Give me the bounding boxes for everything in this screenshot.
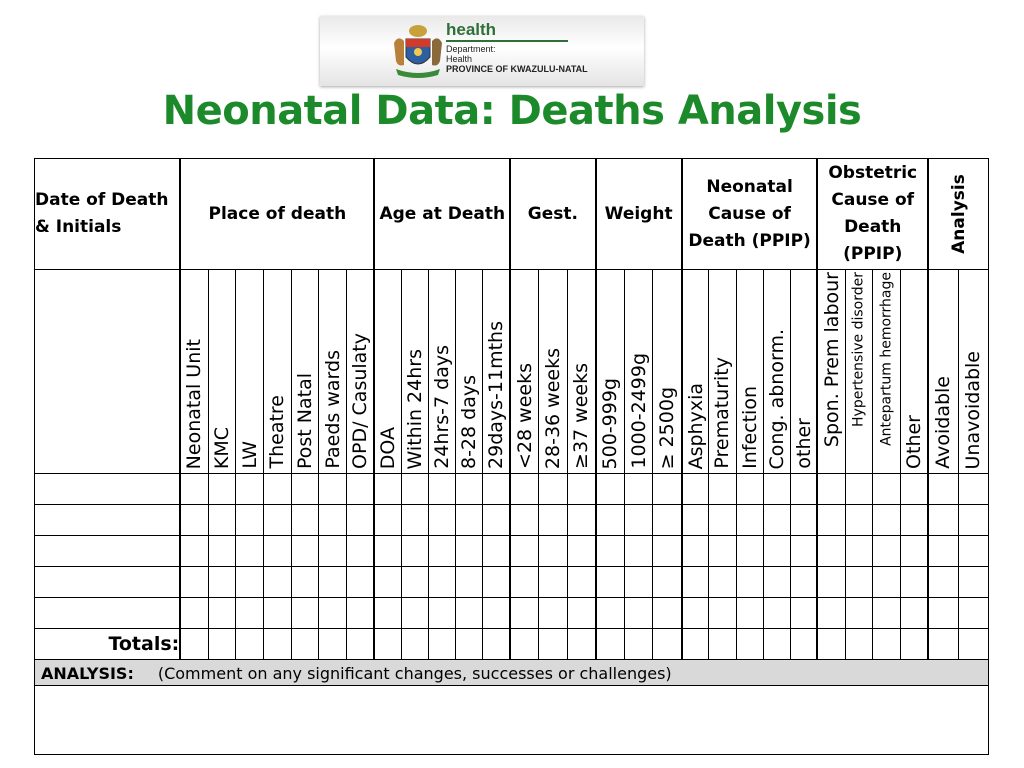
entry-cell[interactable] (291, 536, 319, 567)
entry-cell[interactable] (596, 505, 625, 536)
analysis-label: ANALYSIS: (41, 663, 134, 683)
entry-cell[interactable] (263, 536, 291, 567)
entry-cell[interactable] (845, 536, 873, 567)
entry-cell[interactable] (928, 505, 958, 536)
entry-cell[interactable] (456, 474, 483, 505)
entry-cell[interactable] (539, 474, 567, 505)
totals-cell[interactable] (873, 629, 901, 660)
entry-cell[interactable] (567, 536, 595, 567)
entry-cell[interactable] (736, 598, 763, 629)
entry-cell[interactable] (208, 505, 236, 536)
totals-cell[interactable] (624, 629, 653, 660)
totals-cell[interactable] (263, 629, 291, 660)
entry-cell[interactable] (624, 474, 653, 505)
analysis-row (35, 660, 989, 686)
entry-cell[interactable] (624, 505, 653, 536)
sub-gest-under-28wks: <28 weeks (513, 363, 536, 469)
totals-cell[interactable] (429, 629, 456, 660)
entry-row (35, 598, 989, 629)
entry-cell[interactable] (873, 536, 901, 567)
entry-cell[interactable] (790, 474, 817, 505)
header-place-of-death: Place of death (180, 159, 374, 270)
header-analysis-cell (928, 159, 988, 270)
entry-cell[interactable] (845, 598, 873, 629)
sub-cause-prematurity: Prematurity (711, 357, 734, 469)
entry-cell[interactable] (763, 536, 790, 567)
entry-cell[interactable] (456, 505, 483, 536)
entry-cell[interactable] (402, 505, 429, 536)
entry-cell[interactable] (429, 567, 456, 598)
sub-gest-37plus-wks: ≥37 weeks (570, 363, 593, 469)
entry-cell[interactable] (402, 474, 429, 505)
totals-cell[interactable] (928, 629, 958, 660)
subheader-blank (35, 270, 181, 474)
entry-cell[interactable] (817, 505, 845, 536)
entry-cell[interactable] (900, 598, 928, 629)
page-title: Neonatal Data: Deaths Analysis (162, 88, 862, 134)
header-obstetric-cause: Obstetric Cause of Death (PPIP) (817, 159, 928, 270)
sub-place-theatre: Theatre (266, 395, 289, 469)
entry-cell[interactable] (208, 598, 236, 629)
entry-cell[interactable] (236, 567, 264, 598)
entry-cell[interactable] (539, 598, 567, 629)
header-row-groups (35, 159, 989, 270)
sub-cause-infection: Infection (738, 386, 761, 469)
analysis-comment-box[interactable] (35, 686, 989, 755)
entry-cell[interactable] (483, 474, 510, 505)
entry-cell[interactable] (510, 474, 538, 505)
entry-cell[interactable] (35, 567, 181, 598)
sub-age-24hrs-7days: 24hrs-7 days (431, 345, 454, 469)
entry-cell[interactable] (319, 505, 347, 536)
entry-cell[interactable] (817, 474, 845, 505)
sub-age-29days-11mths: 29days-11mths (485, 321, 508, 469)
entry-cell[interactable] (736, 474, 763, 505)
entry-cell[interactable] (180, 536, 208, 567)
entry-cell[interactable] (291, 505, 319, 536)
entry-cell[interactable] (567, 598, 595, 629)
entry-cell[interactable] (682, 536, 709, 567)
totals-cell[interactable] (456, 629, 483, 660)
entry-cell[interactable] (35, 536, 181, 567)
entry-cell[interactable] (763, 567, 790, 598)
sub-analysis-unavoidable: Unavoidable (962, 350, 985, 469)
entry-cell[interactable] (958, 536, 988, 567)
analysis-prompt: (Comment on any significant changes, successes or challenges) (157, 663, 672, 683)
logo-health-word: health (446, 20, 497, 39)
entry-cell[interactable] (319, 598, 347, 629)
entry-cell[interactable] (539, 505, 567, 536)
sub-obst-spon-prem-labour: Spon. Prem labour (820, 272, 843, 448)
entry-cell[interactable] (873, 474, 901, 505)
entry-cell[interactable] (510, 505, 538, 536)
totals-cell[interactable] (790, 629, 817, 660)
entry-cell[interactable] (374, 505, 401, 536)
entry-cell[interactable] (958, 598, 988, 629)
totals-cell[interactable] (402, 629, 429, 660)
entry-row (35, 536, 989, 567)
entry-cell[interactable] (596, 474, 625, 505)
header-neonatal-cause: Neonatal Cause of Death (PPIP) (682, 159, 818, 270)
entry-cell[interactable] (709, 474, 736, 505)
sub-gest-28-36wks: 28-36 weeks (541, 347, 564, 469)
sub-analysis-avoidable: Avoidable (932, 376, 955, 469)
entry-cell[interactable] (456, 536, 483, 567)
header-gestation: Gest. (510, 159, 595, 270)
entry-cell[interactable] (208, 536, 236, 567)
entry-cell[interactable] (236, 474, 264, 505)
entry-cell[interactable] (374, 536, 401, 567)
entry-cell[interactable] (653, 567, 682, 598)
entry-cell[interactable] (958, 567, 988, 598)
totals-cell[interactable] (510, 629, 538, 660)
entry-cell[interactable] (790, 598, 817, 629)
entry-cell[interactable] (845, 567, 873, 598)
entry-cell[interactable] (790, 567, 817, 598)
entry-cell[interactable] (180, 474, 208, 505)
entry-cell[interactable] (624, 567, 653, 598)
entry-cell[interactable] (402, 536, 429, 567)
entry-cell[interactable] (402, 598, 429, 629)
entry-cell[interactable] (429, 536, 456, 567)
entry-cell[interactable] (263, 567, 291, 598)
totals-cell[interactable] (682, 629, 709, 660)
entry-cell[interactable] (291, 474, 319, 505)
sub-place-opd-casualty: OPD/ Casulaty (349, 333, 372, 469)
entry-rows (35, 474, 989, 629)
sub-place-neonatal-unit: Neonatal Unit (183, 338, 206, 469)
analysis-header-cell (35, 660, 989, 686)
entry-cell[interactable] (709, 536, 736, 567)
totals-cell[interactable] (319, 629, 347, 660)
totals-cell[interactable] (709, 629, 736, 660)
entry-cell[interactable] (928, 567, 958, 598)
entry-cell[interactable] (347, 474, 375, 505)
kzn-coat-of-arms-icon (390, 21, 446, 81)
sub-place-lw: LW (238, 441, 261, 469)
entry-cell[interactable] (483, 567, 510, 598)
entry-cell[interactable] (736, 567, 763, 598)
sub-age-within-24hrs: Within 24hrs (404, 348, 427, 469)
entry-cell[interactable] (483, 598, 510, 629)
department-logo-banner (320, 16, 644, 86)
sub-obst-hypertensive: Hypertensive disorder (850, 272, 867, 427)
entry-cell[interactable] (928, 474, 958, 505)
entry-cell[interactable] (624, 598, 653, 629)
entry-cell[interactable] (429, 474, 456, 505)
entry-cell[interactable] (429, 505, 456, 536)
entry-cell[interactable] (456, 598, 483, 629)
entry-cell[interactable] (763, 474, 790, 505)
totals-cell[interactable] (208, 629, 236, 660)
entry-cell[interactable] (263, 474, 291, 505)
entry-cell[interactable] (539, 567, 567, 598)
sub-cause-asphyxia: Asphyxia (684, 382, 707, 469)
entry-cell[interactable] (510, 567, 538, 598)
entry-cell[interactable] (682, 505, 709, 536)
entry-cell[interactable] (347, 505, 375, 536)
entry-cell[interactable] (653, 598, 682, 629)
entry-cell[interactable] (653, 474, 682, 505)
totals-cell[interactable] (539, 629, 567, 660)
deaths-analysis-table (34, 158, 989, 755)
entry-cell[interactable] (291, 567, 319, 598)
entry-cell[interactable] (817, 536, 845, 567)
entry-cell[interactable] (845, 505, 873, 536)
entry-cell[interactable] (596, 598, 625, 629)
entry-cell[interactable] (208, 567, 236, 598)
entry-cell[interactable] (402, 567, 429, 598)
entry-cell[interactable] (596, 567, 625, 598)
entry-cell[interactable] (180, 567, 208, 598)
entry-cell[interactable] (958, 505, 988, 536)
entry-cell[interactable] (291, 598, 319, 629)
totals-cell[interactable] (958, 629, 988, 660)
entry-cell[interactable] (236, 505, 264, 536)
entry-cell[interactable] (35, 474, 181, 505)
sub-weight-500-999g: 500-999g (599, 377, 622, 469)
logo-line-province: PROVINCE OF KWAZULU-NATAL (446, 64, 588, 74)
entry-cell[interactable] (763, 598, 790, 629)
totals-cell[interactable] (653, 629, 682, 660)
entry-cell[interactable] (180, 505, 208, 536)
entry-cell[interactable] (347, 567, 375, 598)
comment-row (35, 686, 989, 755)
entry-cell[interactable] (429, 598, 456, 629)
entry-cell[interactable] (736, 505, 763, 536)
entry-cell[interactable] (236, 536, 264, 567)
entry-cell[interactable] (763, 505, 790, 536)
totals-cell[interactable] (900, 629, 928, 660)
entry-cell[interactable] (263, 598, 291, 629)
totals-cell[interactable] (567, 629, 595, 660)
sub-cause-other: other (792, 418, 815, 469)
totals-cell[interactable] (347, 629, 375, 660)
sub-age-8-28days: 8-28 days (458, 374, 481, 469)
totals-cell[interactable] (374, 629, 401, 660)
totals-row (35, 629, 989, 660)
entry-cell[interactable] (319, 536, 347, 567)
sub-obst-antepartum-hemorrhage: Antepartum hemorrhage (878, 272, 895, 446)
entry-cell[interactable] (900, 567, 928, 598)
entry-cell[interactable] (374, 474, 401, 505)
logo-line-department: Department: (446, 44, 496, 54)
totals-cell[interactable] (763, 629, 790, 660)
entry-cell[interactable] (483, 536, 510, 567)
entry-cell[interactable] (682, 474, 709, 505)
entry-cell[interactable] (682, 567, 709, 598)
entry-cell[interactable] (736, 536, 763, 567)
sub-obst-other: Other (902, 415, 925, 469)
header-weight: Weight (596, 159, 682, 270)
entry-cell[interactable] (928, 536, 958, 567)
entry-cell[interactable] (958, 474, 988, 505)
entry-cell[interactable] (456, 567, 483, 598)
entry-cell[interactable] (567, 505, 595, 536)
entry-cell[interactable] (347, 536, 375, 567)
entry-cell[interactable] (653, 536, 682, 567)
entry-cell[interactable] (900, 505, 928, 536)
logo-line-health: Health (446, 54, 473, 64)
header-row-subcategories (35, 270, 989, 474)
totals-cell[interactable] (845, 629, 873, 660)
entry-cell[interactable] (567, 474, 595, 505)
entry-cell[interactable] (873, 505, 901, 536)
header-analysis: Analysis (948, 174, 969, 254)
entry-cell[interactable] (567, 567, 595, 598)
entry-cell[interactable] (374, 567, 401, 598)
entry-cell[interactable] (900, 474, 928, 505)
header-age-at-death: Age at Death (374, 159, 510, 270)
entry-cell[interactable] (900, 536, 928, 567)
totals-label: Totals: (35, 629, 181, 660)
entry-cell[interactable] (510, 598, 538, 629)
entry-cell[interactable] (682, 598, 709, 629)
logo-rule (446, 40, 568, 42)
totals-cell[interactable] (736, 629, 763, 660)
totals-cell[interactable] (291, 629, 319, 660)
totals-cell[interactable] (596, 629, 625, 660)
totals-cell[interactable] (180, 629, 208, 660)
entry-cell[interactable] (35, 598, 181, 629)
entry-cell[interactable] (263, 505, 291, 536)
sub-weight-2500g-plus: ≥ 2500g (656, 386, 679, 469)
totals-cell[interactable] (483, 629, 510, 660)
entry-cell[interactable] (596, 536, 625, 567)
totals-cell[interactable] (817, 629, 845, 660)
entry-row (35, 567, 989, 598)
entry-cell[interactable] (319, 474, 347, 505)
entry-cell[interactable] (709, 598, 736, 629)
entry-cell[interactable] (653, 505, 682, 536)
entry-cell[interactable] (928, 598, 958, 629)
sub-place-post-natal: Post Natal (294, 372, 317, 469)
entry-cell[interactable] (790, 536, 817, 567)
entry-cell[interactable] (709, 567, 736, 598)
sub-place-kmc: KMC (210, 426, 233, 469)
entry-cell[interactable] (347, 598, 375, 629)
entry-cell[interactable] (873, 598, 901, 629)
entry-cell[interactable] (180, 598, 208, 629)
sub-place-paeds-wards: Paeds wards (321, 350, 344, 469)
entry-cell[interactable] (510, 536, 538, 567)
entry-cell[interactable] (709, 505, 736, 536)
entry-cell[interactable] (319, 567, 347, 598)
entry-cell[interactable] (374, 598, 401, 629)
entry-row (35, 505, 989, 536)
entry-cell[interactable] (873, 567, 901, 598)
entry-cell[interactable] (483, 505, 510, 536)
entry-cell[interactable] (845, 474, 873, 505)
entry-cell[interactable] (208, 474, 236, 505)
entry-cell[interactable] (35, 505, 181, 536)
sub-age-doa: DOA (377, 426, 400, 469)
totals-cell[interactable] (236, 629, 264, 660)
sub-cause-cong-abnorm: Cong. abnorm. (765, 328, 788, 469)
entry-cell[interactable] (624, 536, 653, 567)
entry-cell[interactable] (236, 598, 264, 629)
entry-cell[interactable] (817, 567, 845, 598)
sub-weight-1000-2499g: 1000-2499g (627, 353, 650, 469)
entry-cell[interactable] (790, 505, 817, 536)
header-date-initials: Date of Death & Initials (35, 159, 181, 270)
entry-cell[interactable] (539, 536, 567, 567)
entry-row (35, 474, 989, 505)
entry-cell[interactable] (817, 598, 845, 629)
